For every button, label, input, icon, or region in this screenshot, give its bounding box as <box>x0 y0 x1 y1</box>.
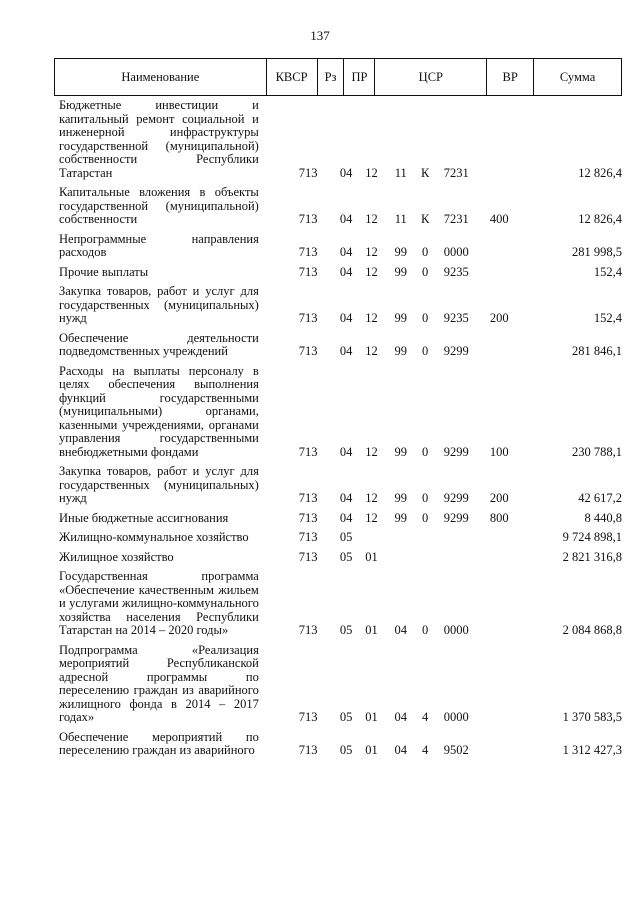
row-name: Закупка товаров, работ и услуг для государственных (муниципальных) нужд <box>59 284 259 325</box>
row-kvsr: 713 <box>298 212 318 226</box>
table-row <box>54 99 622 180</box>
row-c3: 9235 <box>443 311 469 325</box>
row-sum: 281 998,5 <box>572 245 623 259</box>
row-name: Жилищное хозяйство <box>59 549 174 564</box>
table-row <box>54 285 622 326</box>
row-rz: 04 <box>339 212 353 226</box>
row-c3: 7231 <box>443 165 469 180</box>
table-row <box>54 570 622 638</box>
row-c2: 4 <box>421 710 429 724</box>
row-c2: 0 <box>421 623 429 637</box>
row-kvsr: 713 <box>298 245 318 259</box>
row-sum: 1 370 583,5 <box>562 710 623 724</box>
row-pr: 12 <box>365 344 378 358</box>
row-sum: 152,4 <box>593 311 623 325</box>
row-pr: 12 <box>365 212 378 226</box>
row-pr: 01 <box>365 710 378 724</box>
row-pr: 12 <box>365 444 378 459</box>
row-sum: 230 788,1 <box>572 444 623 459</box>
row-c2: 0 <box>421 264 429 279</box>
row-c2: К <box>420 165 430 180</box>
row-kvsr: 713 <box>298 623 318 637</box>
row-name: Обеспечение мероприятий по переселению граждан из аварийного <box>59 729 259 757</box>
table-body <box>54 99 622 758</box>
row-name: Расходы на выплаты персоналу в целях обеспечения выполнения функций государственными (муниципальными) органами, казенными учреждениями, органами управления государственными внебюджетными фондами <box>59 363 259 459</box>
row-kvsr: 713 <box>298 710 318 724</box>
row-sum: 42 617,2 <box>578 491 623 505</box>
table-row <box>54 465 622 506</box>
header-vr: ВР <box>487 59 534 95</box>
row-c1: 99 <box>394 491 407 505</box>
row-name: Обеспечение деятельности подведомственных учреждений <box>59 330 259 358</box>
row-rz: 05 <box>339 530 353 544</box>
row-c1: 99 <box>394 510 407 525</box>
row-sum: 12 826,4 <box>578 165 623 180</box>
table-row <box>54 551 622 565</box>
row-pr: 01 <box>365 743 378 757</box>
row-sum: 12 826,4 <box>578 212 623 226</box>
row-c3: 7231 <box>443 212 469 226</box>
row-kvsr: 713 <box>298 311 318 325</box>
row-vr: 100 <box>489 444 509 459</box>
row-kvsr: 713 <box>298 165 318 180</box>
row-c2: 0 <box>421 311 429 325</box>
row-rz: 04 <box>339 165 353 180</box>
row-kvsr: 713 <box>298 530 318 544</box>
row-name: Прочие выплаты <box>59 264 149 279</box>
row-c2: 0 <box>421 245 429 259</box>
row-c2: 4 <box>421 743 429 757</box>
row-c2: К <box>420 212 430 226</box>
row-sum: 2 084 868,8 <box>562 623 623 637</box>
row-kvsr: 713 <box>298 344 318 358</box>
row-vr: 200 <box>489 491 509 505</box>
row-c1: 11 <box>394 212 407 226</box>
row-pr: 12 <box>365 245 378 259</box>
table-row <box>54 512 622 526</box>
row-c3: 9299 <box>443 491 469 505</box>
row-sum: 281 846,1 <box>572 344 623 358</box>
row-sum: 1 312 427,3 <box>562 743 623 757</box>
row-c1: 04 <box>394 710 407 724</box>
row-pr: 12 <box>365 491 378 505</box>
row-kvsr: 713 <box>298 510 318 525</box>
table-row <box>54 531 622 545</box>
row-rz: 05 <box>339 549 353 564</box>
row-rz: 04 <box>339 344 353 358</box>
page-number: 137 <box>310 28 330 43</box>
row-name: Закупка товаров, работ и услуг для государственных (муниципальных) нужд <box>59 464 259 505</box>
row-rz: 04 <box>339 264 353 279</box>
row-c3: 9299 <box>443 344 469 358</box>
header-pr: ПР <box>344 59 375 95</box>
row-kvsr: 713 <box>298 264 318 279</box>
table-row <box>54 731 622 758</box>
row-c2: 0 <box>421 491 429 505</box>
budget-table <box>54 58 622 764</box>
row-pr: 01 <box>365 549 378 564</box>
row-pr: 12 <box>365 311 378 325</box>
row-rz: 04 <box>339 510 353 525</box>
row-name: Подпрограмма «Реализация мероприятий Республиканской адресной программы по переселению граждан из аварийного жилищного фонда в 2014 – 2017 годах» <box>59 642 259 724</box>
header-kvsr: КВСР <box>267 59 318 95</box>
row-sum: 2 821 316,8 <box>562 549 623 564</box>
row-pr: 01 <box>365 623 378 637</box>
table-row <box>54 332 622 359</box>
row-vr: 800 <box>489 510 509 525</box>
row-rz: 05 <box>339 623 353 637</box>
table-header <box>54 58 622 96</box>
row-c3: 9299 <box>443 510 469 525</box>
row-name: Капитальные вложения в объекты государственной (муниципальной) собственности <box>59 185 259 226</box>
header-sum: Сумма <box>534 59 622 95</box>
row-c1: 99 <box>394 444 407 459</box>
row-name: Жилищно-коммунальное хозяйство <box>59 530 249 544</box>
table-row <box>54 644 622 725</box>
row-kvsr: 713 <box>298 444 318 459</box>
table-row <box>54 233 622 260</box>
row-rz: 05 <box>339 710 353 724</box>
row-rz: 04 <box>339 245 353 259</box>
row-name: Непрограммные направления расходов <box>59 231 259 259</box>
row-c2: 0 <box>421 344 429 358</box>
row-pr: 12 <box>365 264 378 279</box>
row-c3: 9299 <box>443 444 469 459</box>
row-sum: 9 724 898,1 <box>562 530 623 544</box>
row-sum: 152,4 <box>593 264 623 279</box>
row-rz: 04 <box>339 311 353 325</box>
row-kvsr: 713 <box>298 491 318 505</box>
row-c2: 0 <box>421 510 429 525</box>
row-sum: 8 440,8 <box>584 510 623 525</box>
row-c3: 9502 <box>443 743 469 757</box>
row-vr: 400 <box>489 212 509 226</box>
row-c1: 04 <box>394 743 407 757</box>
row-pr: 12 <box>365 165 378 180</box>
row-rz: 04 <box>339 444 353 459</box>
row-rz: 04 <box>339 491 353 505</box>
header-rz: Рз <box>318 59 345 95</box>
row-c2: 0 <box>421 444 429 459</box>
row-c3: 0000 <box>443 710 469 724</box>
row-c3: 0000 <box>443 245 469 259</box>
row-c1: 11 <box>394 165 407 180</box>
row-c3: 0000 <box>443 623 469 637</box>
row-c1: 99 <box>394 264 407 279</box>
row-c1: 99 <box>394 344 407 358</box>
row-c1: 99 <box>394 245 407 259</box>
row-kvsr: 713 <box>298 549 318 564</box>
table-row <box>54 186 622 227</box>
row-rz: 05 <box>339 743 353 757</box>
row-name: Иные бюджетные ассигнования <box>59 510 229 525</box>
row-pr: 12 <box>365 510 378 525</box>
header-csr: ЦСР <box>375 59 487 95</box>
table-row <box>54 266 622 280</box>
table-row <box>54 365 622 460</box>
row-vr: 200 <box>489 311 509 325</box>
row-c3: 9235 <box>443 264 469 279</box>
header-name: Наименование <box>55 59 267 95</box>
row-name: Государственная программа «Обеспечение качественным жильем и услугами жилищно-коммунального хозяйства населения Республики Татарстан на 2014 – 2020 годы» <box>59 569 259 637</box>
row-c1: 04 <box>394 623 407 637</box>
row-name: Бюджетные инвестиции и капитальный ремонт социальной и инженерной инфраструктуры государственной (муниципальной) собственности Республики Татарстан <box>59 98 259 180</box>
row-kvsr: 713 <box>298 743 318 757</box>
row-c1: 99 <box>394 311 407 325</box>
